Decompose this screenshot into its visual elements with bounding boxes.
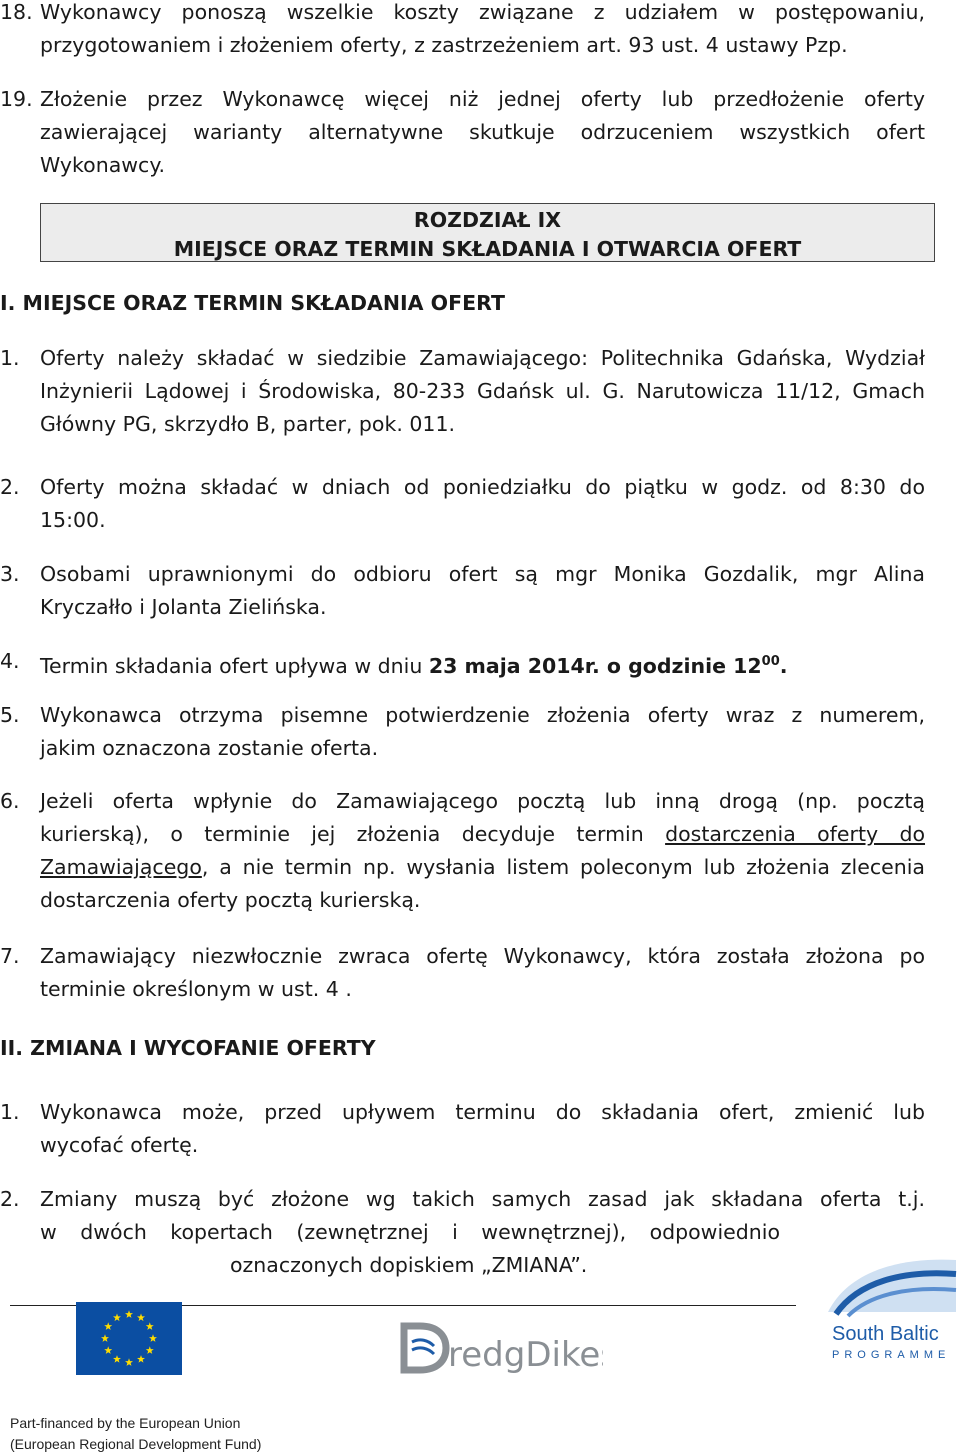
item-number: 5. xyxy=(0,703,20,727)
eu-star-icon xyxy=(104,1322,112,1330)
item-text-line: Kryczałło i Jolanta Zielińska. xyxy=(40,595,327,619)
item-number: 6. xyxy=(0,789,20,813)
item-number: 1. xyxy=(0,346,20,370)
deadline-minutes: 00 xyxy=(761,654,780,669)
item-number: 1. xyxy=(0,1100,20,1124)
chapter-title: MIEJSCE ORAZ TERMIN SKŁADANIA I OTWARCIA OFERT xyxy=(173,237,802,261)
item-text-line: w dwóch kopertach (zewnętrznej i wewnętrznej), odpowiednio xyxy=(40,1220,780,1244)
item-number: 18. xyxy=(0,0,33,24)
item-text-line: Osobami uprawnionymi do odbioru ofert są mgr Monika Gozdalik, mgr Alina xyxy=(40,562,925,586)
item-number: 3. xyxy=(0,562,20,586)
item-text-line: Zamawiający niezwłocznie zwraca ofertę Wykonawcy, która została złożona po xyxy=(40,944,925,968)
list-item-7 xyxy=(0,940,925,1006)
item-text-line: Wykonawcy ponoszą wszelkie koszty związane z udziałem w postępowaniu, xyxy=(40,0,925,24)
item-text-line xyxy=(40,818,925,851)
chapter-heading-box xyxy=(40,203,935,262)
item-text-line: Wykonawcy. xyxy=(40,153,166,177)
item-text: Termin składania ofert upływa w dniu xyxy=(40,653,429,678)
item-text-line: terminie określonym w ust. 4 . xyxy=(40,977,352,1001)
footer-line-1: Part-financed by the European Union xyxy=(10,1415,241,1431)
item-text-line: Główny PG, skrzydło B, parter, pok. 011. xyxy=(40,412,456,436)
eu-star-icon xyxy=(113,1314,121,1322)
eu-flag-logo xyxy=(76,1302,182,1375)
item-text-line: przygotowaniem i złożeniem oferty, z zastrzeżeniem art. 93 ust. 4 ustawy Pzp. xyxy=(40,33,848,57)
eu-star-icon xyxy=(149,1334,157,1342)
list-item-2 xyxy=(0,471,925,537)
dredgdikes-logo-icon xyxy=(398,1318,603,1378)
section-title-2: II. ZMIANA I WYCOFANIE OFERTY xyxy=(0,1036,376,1060)
eu-star-icon xyxy=(101,1334,109,1342)
item-text-line xyxy=(40,851,925,884)
list-item-5 xyxy=(0,699,925,765)
item-text-line: dostarczenia oferty pocztą kurierską. xyxy=(40,888,421,912)
eu-star-icon xyxy=(137,1355,145,1363)
list-item-6 xyxy=(0,785,925,917)
item-text: , a nie termin np. wysłania listem poleconym lub złożenia zlecenia xyxy=(201,855,925,879)
deadline-date: 23 maja 2014r. o godzinie 12 xyxy=(428,653,762,678)
eu-star-icon xyxy=(146,1346,154,1354)
list-item-4 xyxy=(0,645,925,683)
item-text-line: Zmiany muszą być złożone wg takich samych zasad jak składana oferta t.j. xyxy=(40,1187,925,1211)
item-text-line: 15:00. xyxy=(40,508,106,532)
section-title-1: I. MIEJSCE ORAZ TERMIN SKŁADANIA OFERT xyxy=(0,291,505,315)
eu-star-icon xyxy=(125,1310,133,1318)
item-text-line: zawierającej warianty alternatywne skutkuje odrzuceniem wszystkich ofert xyxy=(40,120,925,144)
item-text-line: Złożenie przez Wykonawcę więcej niż jednej oferty lub przedłożenie oferty xyxy=(40,87,925,111)
south-baltic-title: South Baltic xyxy=(832,1323,939,1345)
footer-funding-note xyxy=(10,1413,261,1455)
chapter-number: ROZDZIAŁ IX xyxy=(413,208,562,232)
item-text: . xyxy=(779,653,788,678)
item-text-line: oznaczonych dopiskiem „ZMIANA”. xyxy=(230,1253,588,1277)
underlined-text: dostarczenia oferty do xyxy=(665,822,926,846)
item-number: 2. xyxy=(0,1187,20,1211)
item-text-line: Inżynierii Lądowej i Środowiska, 80-233 Gdańsk ul. G. Narutowicza 11/12, Gmach xyxy=(40,379,925,403)
south-baltic-logo xyxy=(818,1252,960,1364)
item-text-line: Oferty można składać w dniach od poniedziałku do piątku w godz. od 8:30 do xyxy=(40,475,925,499)
list-item-3 xyxy=(0,558,925,624)
eu-star-icon xyxy=(137,1314,145,1322)
eu-star-icon xyxy=(125,1358,133,1366)
item-text-line: Wykonawca otrzyma pisemne potwierdzenie złożenia oferty wraz z numerem, xyxy=(40,703,925,727)
item-number: 4. xyxy=(0,649,20,673)
eu-star-icon xyxy=(146,1322,154,1330)
list-item-19 xyxy=(0,83,925,182)
eu-stars-icon xyxy=(76,1302,182,1375)
dredgdikes-logo xyxy=(398,1318,603,1378)
south-baltic-logo-icon xyxy=(818,1252,960,1364)
footer-line-2: (European Regional Development Fund) xyxy=(10,1436,262,1452)
item-number: 2. xyxy=(0,475,20,499)
item-number: 19. xyxy=(0,87,33,111)
item-number: 7. xyxy=(0,944,20,968)
eu-star-icon xyxy=(113,1355,121,1363)
item-text-line: wycofać ofertę. xyxy=(40,1133,199,1157)
list-item-1 xyxy=(0,342,925,441)
list-item-ii-1 xyxy=(0,1096,925,1162)
underlined-text: Zamawiającego xyxy=(40,855,202,879)
dredgdikes-logo-text: redgDikes xyxy=(448,1335,603,1375)
eu-star-icon xyxy=(104,1346,112,1354)
south-baltic-subtitle: PROGRAMME xyxy=(832,1349,951,1361)
item-text-line: Wykonawca może, przed upływem terminu do składania ofert, zmienić lub xyxy=(40,1100,925,1124)
item-text-line: jakim oznaczona zostanie oferta. xyxy=(40,736,379,760)
list-item-ii-2 xyxy=(0,1183,925,1282)
list-item-18 xyxy=(0,0,925,62)
item-text-line: Jeżeli oferta wpłynie do Zamawiającego pocztą lub inną drogą (np. pocztą xyxy=(40,789,925,813)
item-text-line: Oferty należy składać w siedzibie Zamawiającego: Politechnika Gdańska, Wydział xyxy=(40,346,925,370)
item-text: kurierską), o terminie jej złożenia decyduje termin xyxy=(40,822,666,846)
